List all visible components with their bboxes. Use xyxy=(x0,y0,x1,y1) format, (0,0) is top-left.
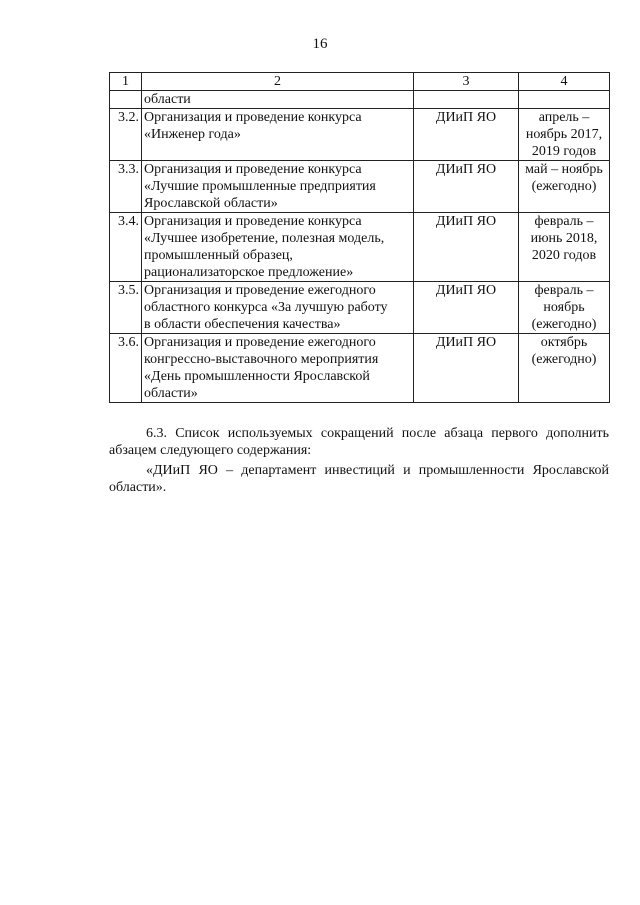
table-row xyxy=(110,213,610,282)
row-term: октябрь (ежегодно) xyxy=(531,335,597,367)
row-number: 3.6. xyxy=(110,334,142,403)
table-row xyxy=(110,161,610,213)
header-col-2: 2 xyxy=(142,73,414,91)
row-activity: Организация и проведение конкурса «Лучшее изобретение, полезная модель, промышленный образец, рационализаторское предложение» xyxy=(144,214,385,280)
row-activity: Организация и проведение конкурса «Инженер года» xyxy=(144,110,362,142)
table-row xyxy=(110,282,610,334)
row-number: 3.4. xyxy=(110,213,142,282)
row-responsible: ДИиП ЯО xyxy=(414,334,519,403)
table-row xyxy=(110,109,610,161)
table-row-continuation xyxy=(110,91,610,109)
row-term: апрель – ноябрь 2017, 2019 годов xyxy=(525,110,603,159)
row-responsible: ДИиП ЯО xyxy=(414,282,519,334)
row-responsible: ДИиП ЯО xyxy=(414,213,519,282)
row-activity: Организация и проведение ежегодного конгрессно-выставочного мероприятия «День промышленности Ярославской области» xyxy=(144,335,379,401)
row-responsible: ДИиП ЯО xyxy=(414,109,519,161)
row-number: 3.2. xyxy=(110,109,142,161)
header-col-1: 1 xyxy=(110,73,142,91)
header-col-4: 4 xyxy=(519,73,610,91)
row-activity: Организация и проведение ежегодного областного конкурса «За лучшую работу в области обеспечения качества» xyxy=(144,283,388,332)
row-term: февраль – июнь 2018, 2020 годов xyxy=(530,214,598,263)
table-row xyxy=(110,334,610,403)
header-col-3: 3 xyxy=(414,73,519,91)
abbreviation-paragraph: «ДИиП ЯО – департамент инвестиций и промышленности Ярославской области». xyxy=(109,463,609,495)
row-number: 3.5. xyxy=(110,282,142,334)
table-header-row xyxy=(110,73,610,91)
row-number: 3.3. xyxy=(110,161,142,213)
row-activity: Организация и проведение конкурса «Лучшие промышленные предприятия Ярославской области» xyxy=(144,162,376,211)
row-term: февраль – ноябрь (ежегодно) xyxy=(531,283,597,332)
row-responsible: ДИиП ЯО xyxy=(414,161,519,213)
continuation-text: области xyxy=(142,91,414,109)
page-number: 16 xyxy=(312,36,328,52)
amendment-paragraph: 6.3. Список используемых сокращений после абзаца первого дополнить абзацем следующего содержания: xyxy=(109,426,609,458)
measures-table xyxy=(109,72,610,403)
row-term: май – ноябрь (ежегодно) xyxy=(525,162,603,194)
